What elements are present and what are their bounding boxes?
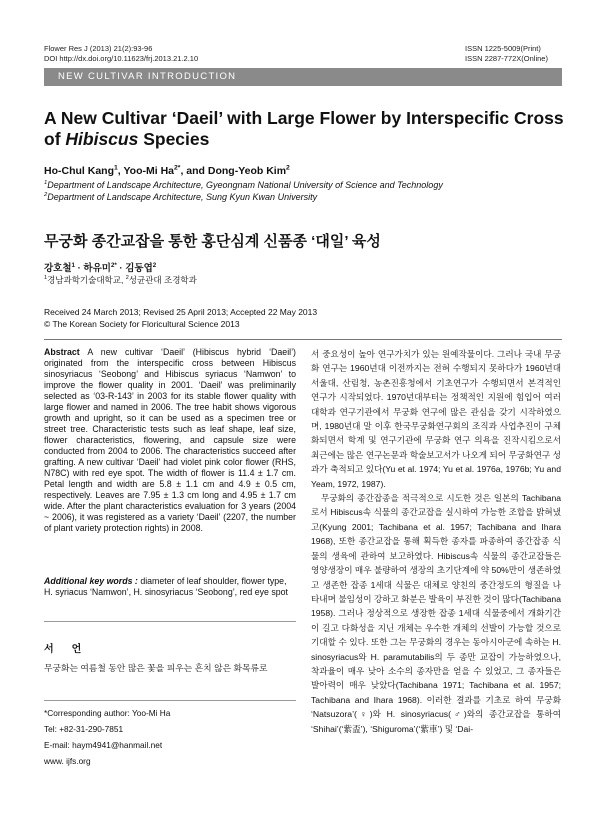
email-link[interactable]: E-mail: haym4941@hanmail.net <box>44 740 163 750</box>
affiliation-2: $^2$Department of Landscape Architecture, Sung Kyun Kwan University <box>44 192 318 202</box>
abstract-body: A new cultivar ‘Daeil’ (Hibiscus hybrid ‘Daeil’) originated from the interspecific cross between Hibiscus sinosyriacus ‘Seobong’ and Hibiscus syriacus ‘Namwon’ to improve the flower quality in 2001. ‘Daeil’ was preliminarily selected as ‘03-R-143’ in 2003 for its stable flower quality with large flower and named in 2006. The tree habit shows vigorous growth and upright, so it can be used as a specimen tree or street tree. Characteristic tests such as leaf shape, leaf size, flower characteristics, flowering, and capsule size were conducted from 2004 to 2006. The characteristics succeed after grafting. A new cultivar ‘Daeil’ had violet pink color flower (RHS, N78C) with red eye spot. The width of flower is 11.4 ± 1.7 cm. Petal length and width are 5.8 ± 1.1 cm and 4.9 ± 0.5 cm, respectively. Leaves are 7.95 ± 1.3 cm long and 4.95 ± 1.7 cm wide. After the plant characteristics evaluation for 3 years (2004 ~ 2006), it was registered as a variety ‘Daeil’ (2207, the number of plant variety protection rights) in 2008. <box>44 347 296 533</box>
paragraph: 무궁화의 종간잡종을 적극적으로 시도한 것은 일본의 Tachibana로서 Hibiscus속 식물의 종간교잡을 실시하여 가능한 조합을 밝혀냈고(Kyung 2001; Tachibana et al. 1957; Tachibana and Ihara 1968), 또한 종간교잡을 통해 획득한 종자를 파종하여 종간잡종 식물의 생육에 관하여 보고하였다. Hibiscus속 식물의 종간교잡들은 영양생장이 매우 불량하여 생장의 초기단계에 약 50%만이 생존하였고 생존한 잡종 1세대 식물은 대체로 양친의 중간정도의 형질을 나타내며 불임성이 강하고 화분은 발육이 부진한 것이 많다(Tachibana 1958). 그러나 정상적으로 생장한 잡종 1세대 식물중에서 개화기간이 길고 다화성을 지닌 개체는 우수한 개체의 선발이 가능할 것으로 기대할 수 있다. 또한 그는 무궁화의 경우는 동아시아군에 속하는 H. sinosyriacus와 H. paramutabilis의 두 종만 교잡이 가능하였으나, 착과율이 매우 낮아 소수의 종자만을 얻을 수 있었고, 그 종자들은 발아력이 매우 낮았다(Tachibana 1971; Tachibana et al. 1957; Tachibana and Ihara 1968). 이러한 결과를 기초로 하여 무궁화 ‘Natsuzora’(♀)와 H. sinosyriacus(♂)와의 종간교잡을 통하여 ‘Shihai’(‘紫盃’), ‘Shiguroma’(‘紫車’) 및 ‘Dai- <box>311 493 561 734</box>
intro-text: 무궁화는 여름철 동안 많은 꽃을 피우는 흔치 않은 화목류로 <box>44 663 268 673</box>
affiliation-1: $^1$Department of Landscape Architecture, Gyeongnam National University of Science and Technology <box>44 180 443 190</box>
keywords-label: Additional key words : <box>44 576 138 586</box>
issn-online: ISSN 2287-772X(Online) <box>465 54 548 63</box>
copyright-line: © The Korean Society for Floricultural Science 2013 <box>44 319 240 329</box>
section-banner <box>44 68 562 86</box>
section-heading: 서언 <box>44 644 100 655</box>
publication-dates <box>44 306 317 330</box>
right-column-text <box>311 347 561 736</box>
korean-authors: 강호철$^1$ · 하유미$^{2*}$ · 김동엽$^2$ <box>44 261 157 274</box>
title-line-2: of Hibiscus Species <box>44 129 210 149</box>
korean-affiliation: $^1$경남과학기술대학교, $^2$성균관대 조경학과 <box>44 275 197 285</box>
korean-title: 무궁화 종간교잡을 통한 홍단심계 신품종 ‘대일’ 육성 <box>44 233 381 250</box>
abstract-divider <box>44 621 296 622</box>
banner-label: NEW CULTIVAR INTRODUCTION <box>58 71 237 82</box>
paper-title <box>44 108 564 150</box>
footnote-divider <box>44 700 296 701</box>
divider <box>44 339 562 340</box>
title-line-1: A New Cultivar ‘Daeil’ with Large Flower by Interspecific Cross <box>44 108 564 128</box>
paragraph: 서 중요성이 높아 연구가치가 있는 원예작물이다. 그러나 국내 무궁화 연구는 1960년대 이전까지는 전혀 수행되지 못하다가 1960년대 서울대, 산림청, 농촌진흥청에서 기초연구가 수행되면서 본격적인 연구가 시작되었다. 1970년대부터는 정책적인 지원에 힘입어 여러 대학과 연구기관에서 무궁화 연구에 많은 관심을 갖기 시작하였으며, 1980년대 말 이후 한국무궁화연구회의 조직과 사업추진이 구체화되면서 학계 및 연구기관에 무궁화 연구 의욕을 진작시킴으로서 최근에는 많은 연구논문과 학술보고서가 나오게 되어 무궁화연구 성과가 축적되고 있다(Yu et al. 1974; Yu et al. 1976a, 1976b; Yu and Yeam, 1972, 1987). <box>311 349 561 489</box>
journal-citation: Flower Res J (2013) 21(2):93-96 <box>44 44 153 53</box>
author-list: Ho-Chul Kang$^1$, Yoo-Mi $Ha^{2*}$, and Dong-Yeob Kim$^2$ <box>44 164 290 177</box>
received-dates: Received 24 March 2013; Revised 25 April 2013; Accepted 22 May 2013 <box>44 307 318 317</box>
keywords <box>44 576 296 598</box>
abstract <box>44 347 296 534</box>
issn-print: ISSN 1225-5009(Print) <box>465 44 541 53</box>
corresponding-author: *Corresponding author: Yoo-Mi Ha Tel: +82-31-290-7851 E-mail: haym4941@hanmail.net www. ijfs.org <box>44 705 170 769</box>
abstract-label: Abstract <box>44 347 80 357</box>
doi-link[interactable]: DOI http://dx.doi.org/10.11623/frj.2013.21.2.10 <box>44 54 199 63</box>
keywords-body: diameter of leaf shoulder, flower type, H. syriacus ‘Namwon’, H. sinosyriacus ‘Seobong’, red eye spot <box>44 576 288 597</box>
website-link[interactable]: www. ijfs.org <box>44 756 91 766</box>
